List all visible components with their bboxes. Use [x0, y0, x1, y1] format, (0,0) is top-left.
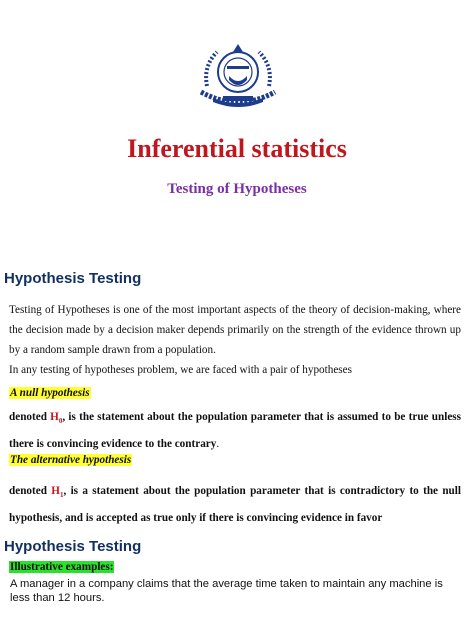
section-heading: Hypothesis Testing	[4, 270, 142, 287]
intro-paragraph: Testing of Hypotheses is one of the most important aspects of the theory of decision-making, where the decision made by a decision maker depends primarily on the strength of the evidence thrown up by a random sample drawn from a population.	[9, 304, 461, 356]
section-heading-2: Hypothesis Testing	[4, 538, 142, 555]
illustrative-examples-label: Illustrative examples:	[10, 561, 114, 573]
intro-text	[9, 300, 461, 380]
alt-symbol: $H_1$	[51, 485, 64, 500]
intro-paragraph-2: In any testing of hypotheses problem, we are faced with a pair of hypotheses	[9, 364, 352, 376]
page-title: Inferential statistics	[127, 134, 347, 163]
null-text: , is the statement about the population parameter that is assumed to be true unless there is convincing evidence to the contrary	[9, 411, 461, 451]
page-subtitle: Testing of Hypotheses	[167, 181, 307, 197]
null-end: .	[216, 438, 220, 451]
alternative-hypothesis-definition	[9, 480, 461, 530]
university-logo	[193, 36, 283, 112]
alt-text: , is a statement about the population parameter that is contradictory to the null hypothesis, and is accepted as true only if there is convincing evidence in favor	[9, 485, 461, 525]
null-prefix: denoted	[9, 411, 51, 423]
null-symbol: $H_0$	[50, 411, 63, 426]
example-text: A manager in a company claims that the average time taken to maintain any machine is less than 12 hours.	[10, 578, 443, 604]
null-hypothesis-label: A null hypothesis	[10, 387, 90, 399]
null-hypothesis-definition	[9, 406, 461, 456]
alt-prefix: denoted	[9, 485, 52, 497]
alternative-hypothesis-label: The alternative hypothesis	[10, 454, 132, 466]
